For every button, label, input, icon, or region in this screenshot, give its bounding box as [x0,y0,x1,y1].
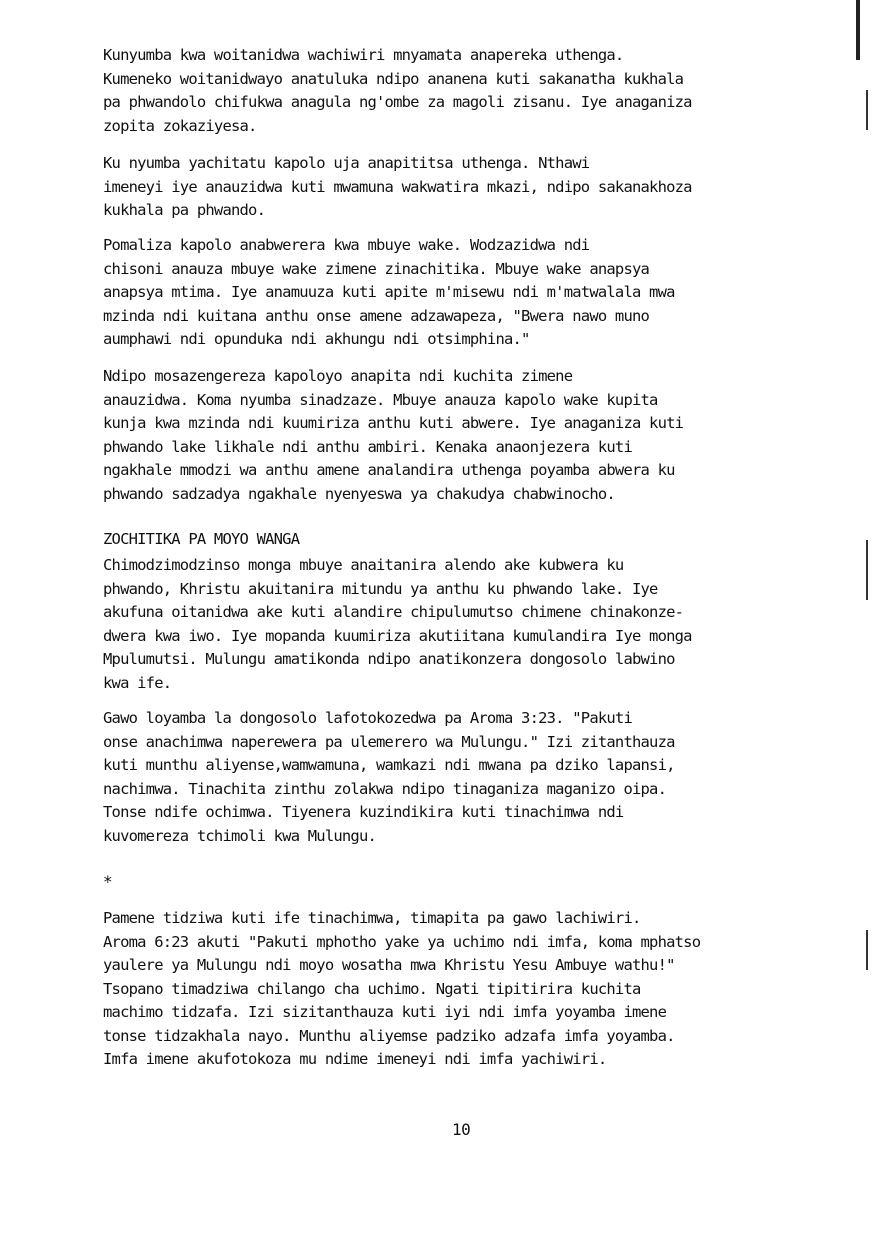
page-number: 10 [452,1120,471,1139]
paragraph-3: Pomaliza kapolo anabwerera kwa mbuye wake. Wodzazidwa ndi chisoni anauza mbuye wake zimene zinachitika. Mbuye wake anapsya anapsya mtima. Iye anamuuza kuti apite m'misewu ndi m'matwalala mwa mzinda ndi kuitana anthu onse amene adzawapeza, "Bwera nawo muno aumphawi ndi opunduka ndi akhungu ndi otsimphina." [103,236,675,348]
binding-mark-lower [866,930,868,970]
binding-mark-middle [866,540,868,600]
binding-mark-upper [866,90,868,130]
paragraph-5: Chimodzimodzinso monga mbuye anaitanira alendo ake kubwera ku phwando, Khristu akuitanira mitundu ya anthu ku phwando lake. Iye akufuna oitanidwa ake kuti alandire chipulumutso chimene chinakonze- dwera kwa iwo. Iye mopanda kuumiriza akutiitana kumulandira Iye monga Mpulumutsi. Mulungu amatikonda ndipo anatikonzera dongosolo labwino kwa ife. [103,556,692,692]
section-heading: ZOCHITIKA PA MOYO WANGA [103,530,300,548]
section-separator: * [103,872,113,891]
paragraph-2: Ku nyumba yachitatu kapolo uja anapititsa uthenga. Nthawi imeneyi iye anauzidwa kuti mwamuna wakwatira mkazi, ndipo sakanakhoza kukhala pa phwando. [103,154,692,219]
paragraph-6: Gawo loyamba la dongosolo lafotokozedwa pa Aroma 3:23. "Pakuti onse anachimwa naperewera pa ulemerero wa Mulungu." Izi zitanthauza kuti munthu aliyense,wamwamuna, wamkazi ndi mwana pa dziko lapansi, nachimwa. Tinachita zinthu zolakwa ndipo tinaganiza maganizo oipa. Tonse ndife ochimwa. Tiyenera kuzindikira kuti tinachimwa ndi kuvomereza tchimoli kwa Mulungu. [103,709,675,845]
paragraph-1: Kunyumba kwa woitanidwa wachiwiri mnyamata anapereka uthenga. Kumeneko woitanidwayo anatuluka ndipo ananena kuti sakanatha kukhala pa phwandolo chifukwa anagula ng'ombe za magoli zisanu. Iye anaganiza zopita zokaziyesa. [103,46,692,135]
paragraph-4: Ndipo mosazengereza kapoloyo anapita ndi kuchita zimene anauzidwa. Koma nyumba sinadzaze. Mbuye anauza kapolo wake kupita kunja kwa mzinda ndi kuumiriza anthu kuti abwere. Iye anaganiza kuti phwando lake likhale ndi anthu ambiri. Kenaka anaonjezera kuti ngakhale mmodzi wa anthu amene analandira uthenga poyamba abwera ku phwando sadzadya ngakhale nyenyeswa ya chakudya chabwinocho. [103,367,684,503]
paragraph-7: Pamene tidziwa kuti ife tinachimwa, timapita pa gawo lachiwiri. Aroma 6:23 akuti "Pakuti mphotho yake ya uchimo ndi imfa, koma mphatso yaulere ya Mulungu ndi moyo wosatha mwa Khristu Yesu Ambuye wathu!" Tsopano timadziwa chilango cha uchimo. Ngati tipitirira kuchita machimo tidzafa. Izi sizitanthauza kuti iyi ndi imfa yoyamba imene tonse tidzakhala nayo. Munthu aliyemse padziko adzafa imfa yoyamba. Imfa imene akufotokoza mu ndime imeneyi ndi imfa yachiwiri. [103,909,701,1068]
binding-edge-mark [856,0,860,60]
